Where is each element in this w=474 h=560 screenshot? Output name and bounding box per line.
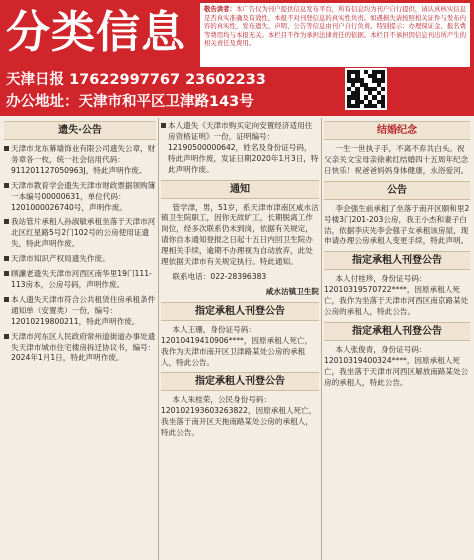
notice-body: 管学津，男，51岁，系天津市津南区咸水沽镇卫生院职工，因你无故旷工，长期脱离工作岗位，经多次联系仍未到岗，依据有关规定，请你自本通知登报之日起十五日内回卫生院办理相关手续，逾期不办理视为自动放弃，此处理依据天津市有关规定执行。特此通知。 (161, 202, 319, 267)
section-title-lost: 遗失·公告 (4, 121, 156, 140)
office-address (6, 92, 336, 112)
reader-notice-label: 敬告读者： (204, 5, 236, 13)
bullet-icon (4, 334, 9, 339)
tenant-notice-body: 本人付桂珍，身份证号码：12010319570722****，因原承租人死亡，我作为坐落于天津市河西区南京路某处公房的承租人，特此公告。 (324, 274, 469, 317)
list-item: 顾濂老遗失天津市河西区南华里19门111-113房本，公房号码，声明作废。 (4, 269, 156, 291)
column-lost-notices (4, 118, 156, 560)
section-title-tenant-1: 指定承租人刊登公告 (161, 302, 319, 321)
column-divider (321, 118, 322, 560)
list-item: 本人遗失天津市符合公共租赁住房承租条件通知单（安置类）一份，编号：12010219800211，特此声明作废。 (4, 295, 156, 328)
list-item: 我站管片承租人孙淑敏承租坐落于天津市河北区红星路5号2门102号的公房使用证遗失，特此声明作废。 (4, 217, 156, 250)
section-title-wedding: 结婚纪念 (324, 121, 470, 140)
bullet-icon (4, 297, 9, 302)
hotline-numbers: 17622997767 23602233 (69, 72, 266, 88)
tenant-notice-body: 本人朱桂荣，公民身份号码：120102193603263822，因原承租人死亡，我坐落于南开区天拖南路某处公房的承租人，特此公告。 (161, 395, 317, 438)
hotline-label: 天津日报 (6, 72, 64, 88)
column-notices (161, 118, 319, 560)
column-anniversary (324, 118, 470, 560)
list-item: 天津市教育学会遗失天津市财政票据领购簿一本编号00000631，单位代码：1201000026740号，声明作废。 (4, 181, 156, 214)
bullet-icon (4, 146, 9, 151)
bullet-icon (4, 256, 9, 261)
column-divider (158, 118, 159, 560)
address-value: 天津市和平区卫津路143号 (78, 94, 254, 110)
section-title-notice: 通知 (161, 180, 319, 199)
reader-notice-text: 本广告仅为刊户提供信息发布平台，所有信息均为刊户自行提供，请认真核实信息是否真实准确及有效性，本报不对刊登信息的真实性负责。如遇损失请按照相关证件与发布内容的真实性，发布遗失、声明、公告等信息由刊户自行负责。特别提示：办理保证金、报名费等费用均与本报无关。本栏目不作为承担法律责任的依据。本栏目不承担因信息刊出所产生的相关责任及费用。 (204, 5, 467, 48)
list-item: 天津市河东区人民政府常州道街道办事处遗失天津市城市住宅楼房拆迁协议书，编号：2024年1月1日，特此声明作废。 (4, 332, 156, 365)
section-title-announcement: 公告 (324, 181, 470, 200)
section-title-tenant-2: 指定承租人刊登公告 (161, 372, 319, 391)
bullet-icon (4, 271, 9, 276)
tenant-notice-body: 本人张俊青，身份证号码：12010319400324****，因原承租人死亡，我坐落于天津市河西区解放南路某处公房的承租人，特此公告。 (324, 344, 469, 387)
list-item: 天津市龙东幕墙饰业有限公司遗失公章，财务章各一枚，统一社会信用代码：911201127050963J，特此声明作废。 (4, 144, 156, 177)
page-title: 分类信息 (6, 7, 186, 58)
notice-contact: 联系电话：022-28396383 (172, 271, 267, 281)
section-title-tenant-4: 指定承租人刊登公告 (324, 322, 470, 341)
tenant-notice-body: 本人王珊，身份证号码：12010419410906****，因原承租人死亡，我作为天津市南开区卫津路某处公房的承租人，特此公告。 (161, 324, 313, 367)
notice-signature: 咸水沽镇卫生院 (265, 286, 319, 296)
list-item: 本人遗失《天津市购买定向安置经济适用住房资格证明》一份，证明编号：12190500000642，姓名及身份证号码，特此声明作废，发证日期2020年1月3日，特此声明作废。 (161, 121, 319, 176)
address-label: 办公地址： (6, 94, 79, 110)
qr-code-icon (345, 68, 387, 110)
announcement-body: 李会强生前承租了坐落于南开区颐和里2号楼3门201-203公房，我王小杰和妻子白洁，依据李庆先李会强子女承租该房屋，现申请办理公房承租人变更手续，特此声明。 (324, 203, 470, 246)
wedding-anniversary-text: 一生一世执子手，不离不弃共白头。祝父亲关文宝母亲徐素红结婚四十五周年纪念日快乐！祝爸爸妈妈身体健康，永浴爱河。 (324, 144, 469, 175)
bullet-icon (4, 219, 9, 224)
header-banner (0, 0, 474, 116)
bullet-icon (161, 123, 166, 128)
reader-notice (200, 3, 470, 67)
list-item: 天津市知识产权局遗失作废。 (4, 254, 156, 265)
qr-code-pattern (347, 70, 385, 108)
hotline (6, 70, 336, 90)
bullet-icon (4, 183, 9, 188)
section-title-tenant-3: 指定承租人刊登公告 (324, 251, 470, 270)
